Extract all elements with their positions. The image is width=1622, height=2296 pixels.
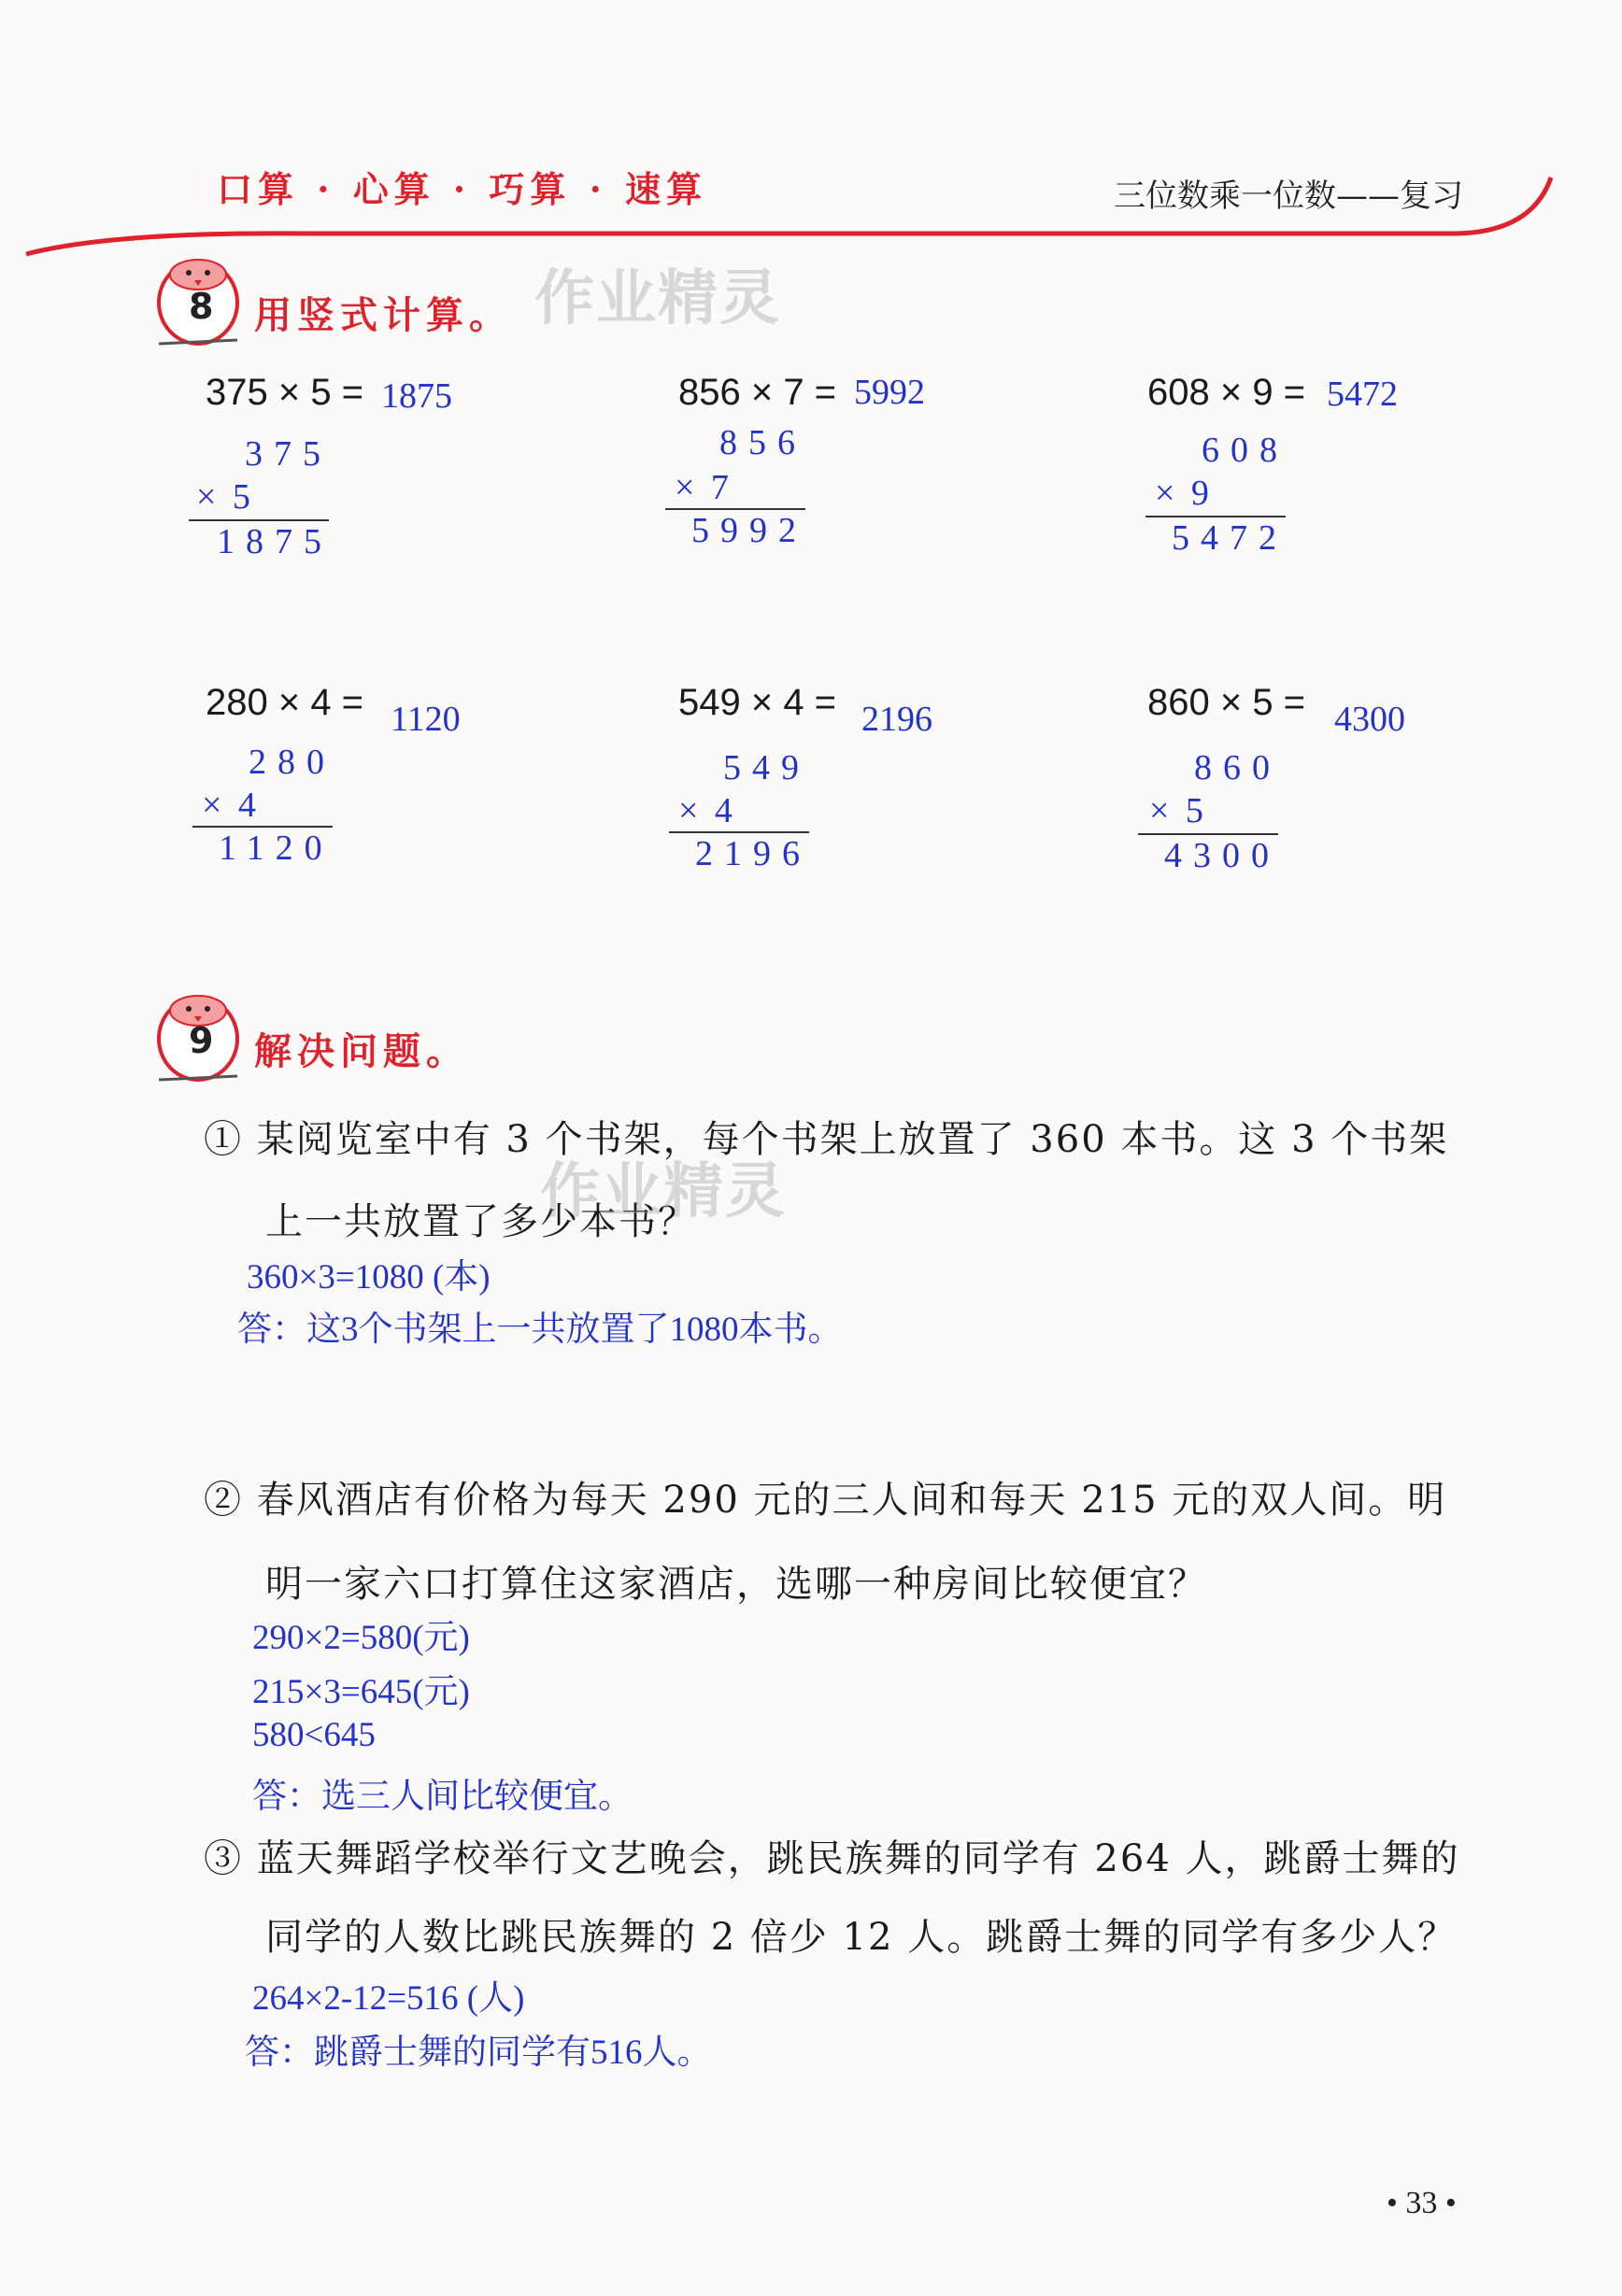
problem-5-mult: × 4 (678, 791, 736, 830)
watermark-1: 作业精灵 (534, 264, 781, 333)
q2-line1: ② 春风酒店有价格为每天 290 元的三人间和每天 215 元的双人间。明 (204, 1479, 1447, 1522)
q3-solution: 264×2-12=516 (人) (252, 1979, 525, 2018)
problem-3-mult: × 9 (1155, 474, 1213, 513)
header-right-title: 三位数乘一位数——复习 (1114, 177, 1463, 215)
problem-5-result: 2196 (695, 834, 811, 873)
problem-5-answer: 2196 (861, 700, 932, 739)
q2-line2: 明一家六口打算住这家酒店，选哪一种房间比较便宜？ (265, 1563, 1207, 1606)
problem-3-expression: 608 × 9 = (1147, 372, 1306, 413)
problem-1-top: 375 (245, 434, 332, 474)
page-number: • 33 • (1387, 2186, 1457, 2220)
q1-line2: 上一共放置了多少本书？ (265, 1200, 697, 1243)
problem-5-top: 549 (723, 748, 810, 787)
problem-6-expression: 860 × 5 = (1147, 682, 1306, 723)
q1-answer: 答：这3个书架上一共放置了1080本书。 (237, 1311, 843, 1349)
problem-6-mult: × 5 (1149, 791, 1207, 830)
problem-4-mult: × 4 (202, 786, 260, 825)
q2-solution-2: 215×3=645(元) (252, 1673, 470, 1711)
q3-answer: 答：跳爵士舞的同学有516人。 (245, 2034, 712, 2072)
problem-5-expression: 549 × 4 = (678, 682, 837, 723)
section8-title: 用竖式计算。 (254, 293, 512, 337)
problem-3-answer: 5472 (1327, 375, 1398, 414)
problem-6-top: 860 (1194, 748, 1281, 787)
section9-number: 9 (189, 1020, 214, 1061)
problem-2-result: 5992 (691, 511, 807, 550)
problem-2-expression: 856 × 7 = (678, 372, 837, 413)
problem-2-mult: × 7 (675, 468, 733, 507)
problem-6-answer: 4300 (1334, 700, 1405, 739)
q2-solution-3: 580<645 (252, 1716, 376, 1754)
q2-answer: 答：选三人间比较便宜。 (252, 1778, 633, 1816)
problem-3-result: 5472 (1172, 518, 1288, 558)
section9-title: 解决问题。 (254, 1029, 469, 1073)
problem-2-answer: 5992 (854, 373, 925, 412)
section8-number: 8 (189, 286, 214, 327)
q1-line1: ① 某阅览室中有 3 个书架，每个书架上放置了 360 本书。这 3 个书架 (204, 1118, 1449, 1161)
header-curve (0, 0, 1622, 299)
problem-1-result: 1875 (217, 522, 333, 561)
watermark-2: 作业精灵 (540, 1157, 787, 1226)
q3-line2: 同学的人数比跳民族舞的 2 倍少 12 人。跳爵士舞的同学有多少人？ (265, 1916, 1458, 1959)
problem-4-result: 1120 (219, 829, 334, 868)
problem-4-top: 280 (249, 743, 335, 782)
problem-6-result: 4300 (1164, 836, 1280, 875)
q1-solution: 360×3=1080 (本) (247, 1258, 491, 1297)
problem-4-answer: 1120 (391, 700, 461, 739)
problem-4-expression: 280 × 4 = (206, 682, 364, 723)
problem-1-answer: 1875 (381, 376, 452, 416)
problem-1-mult: × 5 (196, 477, 254, 517)
q3-line1: ③ 蓝天舞蹈学校举行文艺晚会，跳民族舞的同学有 264 人，跳爵士舞的 (204, 1837, 1460, 1880)
problem-2-top: 856 (719, 423, 806, 462)
q2-solution-1: 290×2=580(元) (252, 1619, 470, 1657)
header-left-title: 口算 · 心算 · 巧算 · 速算 (217, 168, 708, 210)
problem-3-top: 608 (1202, 431, 1288, 470)
problem-1-expression: 375 × 5 = (206, 372, 364, 413)
